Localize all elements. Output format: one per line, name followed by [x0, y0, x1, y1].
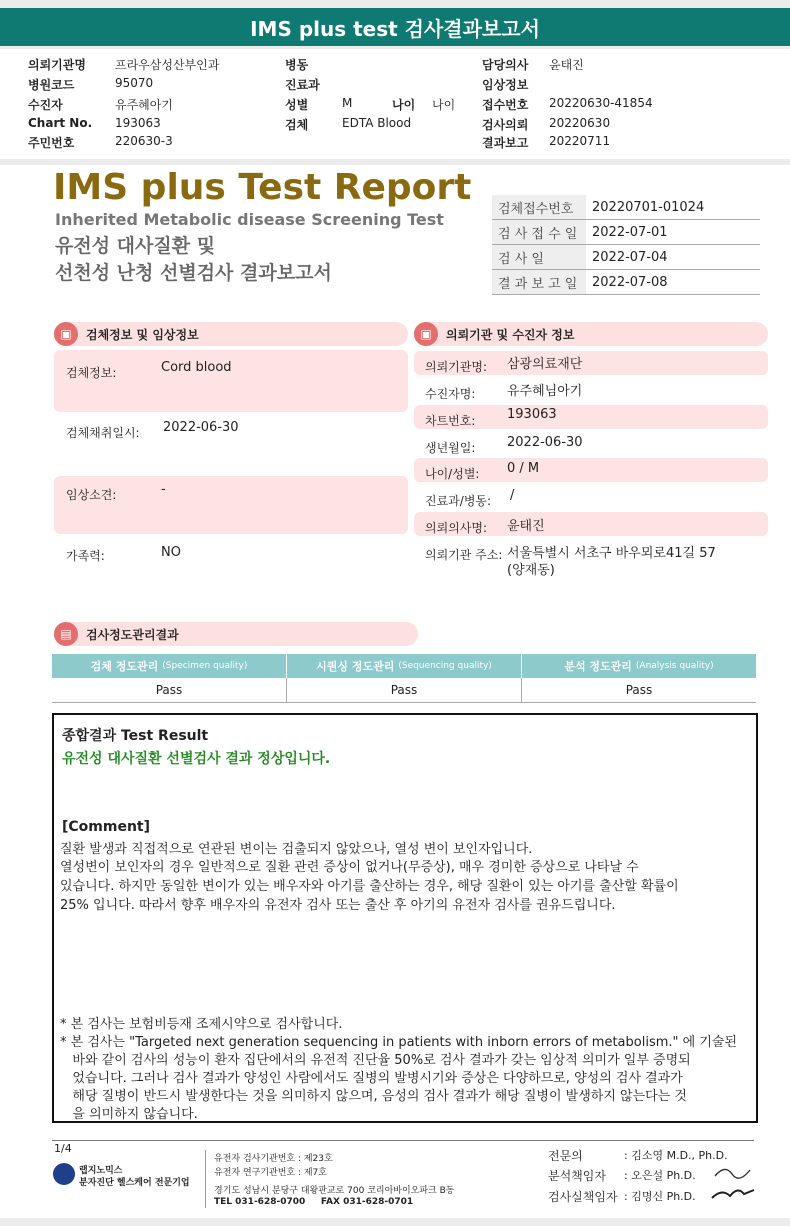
patient-value: 193063 [507, 407, 557, 422]
report-main-title: IMS plus Test Report [53, 167, 472, 208]
patient-label: 의뢰기관명: [425, 360, 488, 374]
section-title: 검사정도관리결과 [86, 627, 179, 642]
header-label: 진료과 [285, 78, 320, 92]
section-title: 의뢰기관 및 수진자 정보 [446, 327, 575, 342]
clipboard-icon: ▤ [54, 622, 78, 646]
header-value: 220630-3 [115, 134, 173, 148]
patient-value: / [510, 488, 515, 503]
patient-label: 나이/성별: [425, 467, 480, 481]
lock-icon: ▣ [54, 322, 78, 346]
header-label: 병원코드 [28, 78, 75, 92]
patient-label: 의뢰기관 주소: [425, 548, 503, 562]
note-line: * 본 검사는 "Targeted next generation sequencing in patients with inborn errors of metabolism." 에 기술된 [60, 1035, 738, 1050]
footer-divider [52, 1140, 754, 1141]
meta-value: 2022-07-08 [586, 270, 760, 295]
patient-address-line2: (양재동) [507, 563, 555, 578]
meta-value: 2022-07-01 [586, 220, 760, 245]
patient-label: 수진자명: [425, 387, 476, 401]
note-line: * 본 검사는 보험비등재 조제시약으로 검사합니다. [60, 1017, 343, 1032]
patient-label: 의뢰의사명: [425, 521, 488, 535]
patient-value: 삼광의료재단 [507, 357, 583, 372]
page-number: 1/4 [54, 1142, 72, 1155]
header-value: 유주혜아기 [115, 98, 173, 112]
header-label: 결과보고 [482, 136, 529, 150]
patient-label: 차트번호: [425, 414, 476, 428]
header-value: 나이 [432, 98, 456, 112]
meta-label: 결 과 보 고 일 [492, 270, 586, 295]
patient-label: 진료과/병동: [425, 494, 492, 508]
clinical-info-box [54, 476, 408, 534]
patient-value: 0 / M [507, 461, 540, 476]
test-result-box [52, 713, 758, 1123]
footer-line: 유전자 검사기관번호 : 제23호 [214, 1154, 333, 1164]
meta-label: 검 사 접 수 일 [492, 220, 586, 245]
signer-role: 검사실책임자 [548, 1190, 618, 1204]
header-label: 검사의뢰 [482, 118, 529, 132]
quality-col-header [522, 654, 756, 678]
family-history-label: 가족력: [66, 549, 105, 563]
quality-col-name: 검체 정도관리 [90, 660, 159, 673]
signature-icon [710, 1160, 760, 1204]
quality-col-name: 분석 정도관리 [564, 660, 632, 673]
quality-col-sub: (Sequencing quality) [398, 661, 492, 671]
patient-label: 생년월일: [425, 441, 476, 455]
specimen-value: Cord blood [161, 360, 232, 375]
header-label: 성별 [285, 98, 309, 112]
header-value: M [342, 96, 353, 110]
quality-value: Pass [522, 678, 756, 703]
header-value: 95070 [115, 76, 154, 90]
comment-heading: [Comment] [62, 819, 151, 835]
signer-role: 전문의 [548, 1149, 583, 1163]
comment-line: 있습니다. 하지만 동일한 변이가 있는 배우자와 아기를 출산하는 경우, 해당 질환이 있는 아기를 출산할 확률이 [60, 879, 679, 894]
quality-col-header [52, 654, 286, 678]
footer-line: 유전자 연구기관번호 : 제7호 [214, 1168, 327, 1178]
report-meta-table [492, 195, 760, 295]
header-label: 검체 [285, 118, 309, 132]
quality-col-header [287, 654, 521, 678]
clinical-label: 임상소견: [66, 488, 117, 502]
family-history-value: NO [161, 545, 181, 560]
section-title: 검체정보 및 임상정보 [86, 327, 199, 342]
report-subtitle-ko-line2: 선천성 난청 선별검사 결과보고서 [55, 262, 332, 284]
patient-value: 서울특별시 서초구 바우뫼로41길 57 [507, 546, 716, 561]
collect-date-label: 검체채취일시: [66, 426, 140, 440]
header-label: 병동 [285, 58, 309, 72]
report-page [0, 165, 790, 1218]
patient-value: 2022-06-30 [507, 435, 583, 450]
header-value: 윤태진 [549, 58, 584, 72]
signer-name: : 김명신 Ph.D. [624, 1190, 696, 1203]
collect-date-value: 2022-06-30 [163, 420, 239, 435]
comment-line: 25% 입니다. 따라서 향후 배우자의 유전자 검사 또는 출산 후 아기의 유전자 검사를 권유드립니다. [60, 898, 616, 913]
table-row [492, 270, 760, 295]
quality-col-sub: (Specimen quality) [162, 661, 248, 671]
company-tagline: 분자진단 헬스케어 전문기업 [79, 1178, 190, 1188]
result-summary: 유전성 대사질환 선별검사 결과 정상입니다. [62, 751, 331, 767]
header-value: 20220630 [549, 116, 611, 130]
company-logo [53, 1163, 75, 1185]
result-heading: 종합결과 Test Result [62, 728, 209, 744]
header-value: 프라우삼성산부인과 [115, 58, 220, 72]
note-line: 었습니다. 그러나 검사 결과가 양성인 사람에서도 질병의 발병시기와 증상은 다양하므로, 양성의 검사 결과가 [60, 1071, 683, 1086]
header-label: 임상정보 [482, 78, 529, 92]
section-patient-header [414, 322, 768, 346]
section-quality-header [54, 622, 418, 646]
patient-value: 유주혜님아기 [507, 384, 583, 399]
meta-label: 검체접수번호 [492, 195, 586, 220]
note-line: 을 의미하지 않습니다. [60, 1107, 198, 1122]
header-label: 나이 [392, 98, 416, 112]
specimen-label: 검체정보: [66, 366, 117, 380]
note-line: 해당 질병이 반드시 발생한다는 것을 의미하지 않으며, 음성의 검사 결과가 해당 질병이 발생하지 않는다는 것 [60, 1089, 687, 1104]
table-row [492, 195, 760, 220]
header-label: 주민번호 [28, 136, 75, 150]
quality-value: Pass [52, 678, 287, 703]
header-label: 수진자 [28, 98, 63, 112]
header-label: 접수번호 [482, 98, 529, 112]
signer-name: : 오은설 Ph.D. [624, 1169, 696, 1182]
quality-col-name: 시퀀싱 정도관리 [316, 660, 395, 673]
report-subtitle-ko-line1: 유전성 대사질환 및 [55, 235, 216, 257]
meta-value: 20220701-01024 [586, 195, 760, 220]
comment-line: 열성변이 보인자의 경우 일반적으로 질환 관련 증상이 없거나(무증상), 매우 경미한 증상으로 나타날 수 [60, 860, 639, 875]
footer-separator [205, 1150, 206, 1208]
header-label: Chart No. [28, 116, 93, 130]
table-row [492, 245, 760, 270]
table-row [492, 220, 760, 245]
report-subtitle-en: Inherited Metabolic disease Screening Test [55, 210, 444, 229]
meta-value: 2022-07-04 [586, 245, 760, 270]
header-value: 20220711 [549, 134, 611, 148]
report-title-bar: IMS plus test 검사결과보고서 [0, 8, 790, 46]
company-name: 랩지노믹스 [79, 1166, 123, 1176]
lock-icon: ▣ [414, 322, 438, 346]
meta-label: 검 사 일 [492, 245, 586, 270]
note-line: 바와 같이 검사의 성능이 환자 집단에서의 유전적 진단율 50%로 검사 결과가 갖는 임상적 의미가 일부 증명되 [60, 1053, 691, 1068]
header-value: 193063 [115, 116, 161, 130]
header-value: EDTA Blood [342, 116, 412, 130]
header-value: 20220630-41854 [549, 96, 653, 110]
header-label: 담당의사 [482, 58, 529, 72]
section-specimen-header [54, 322, 408, 346]
header-info-panel [0, 49, 790, 159]
clinical-value: - [161, 482, 166, 497]
footer-line: TEL 031-628-0700 FAX 031-628-0701 [214, 1197, 414, 1207]
signer-name: : 김소영 M.D., Ph.D. [624, 1149, 728, 1162]
comment-line: 질환 발생과 직접적으로 연관된 변이는 검출되지 않았으나, 열성 변이 보인자입니다. [60, 842, 533, 857]
signer-role: 분석책임자 [548, 1169, 606, 1183]
quality-col-sub: (Analysis quality) [635, 661, 714, 671]
quality-value: Pass [287, 678, 522, 703]
header-label: 의뢰기관명 [28, 58, 86, 72]
footer-line: 경기도 성남시 분당구 대왕판교로 700 코리아바이오파크 B동 [214, 1186, 455, 1196]
patient-value: 윤태진 [507, 519, 545, 534]
report-subtitle-ko [55, 233, 332, 287]
